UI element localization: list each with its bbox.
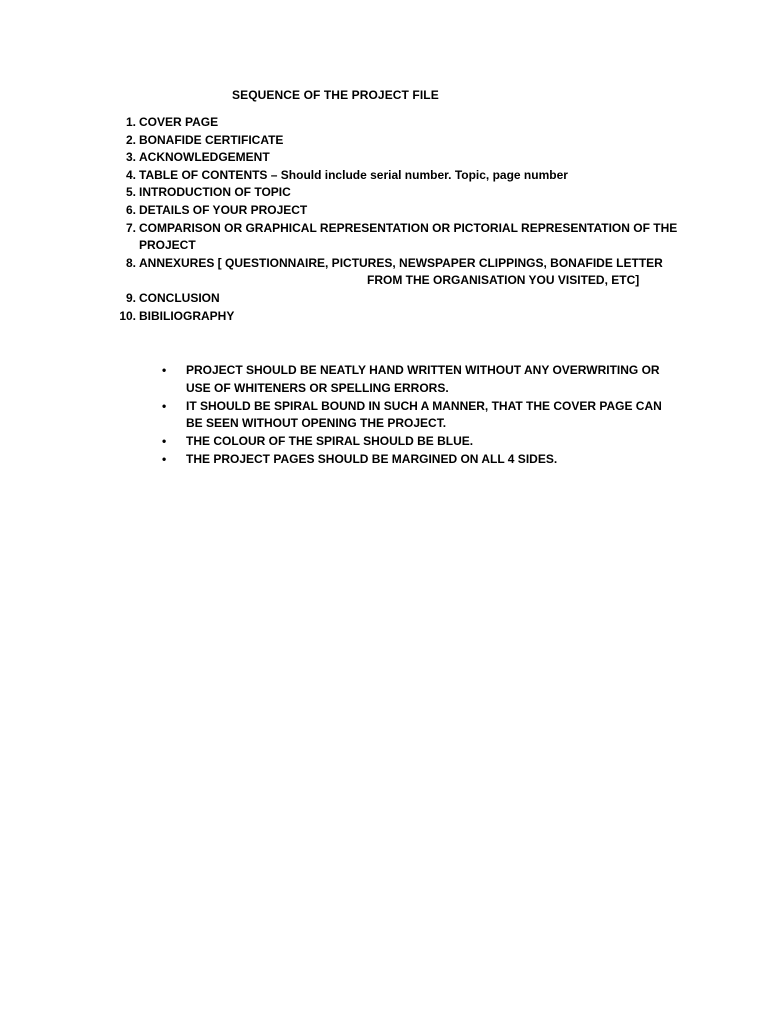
sequence-number: 5. — [125, 185, 136, 200]
sequence-number: 7. — [125, 220, 136, 235]
sequence-text: CONCLUSION — [139, 290, 220, 305]
sequence-text: BONAFIDE CERTIFICATE — [139, 132, 284, 147]
sequence-number: 4. — [125, 167, 136, 182]
bullet-icon: • — [162, 363, 167, 377]
sequence-text: TABLE OF CONTENTS – Should include serial number. Topic, page number — [139, 167, 568, 182]
sequence-text: ANNEXURES [ QUESTIONNAIRE, PICTURES, NEWSPAPER CLIPPINGS, BONAFIDE LETTER — [139, 255, 663, 270]
instruction-item — [160, 362, 680, 398]
sequence-number: 8. — [125, 255, 136, 270]
sequence-number: 9. — [125, 290, 136, 305]
bullet-icon: • — [162, 451, 167, 466]
sequence-item-table-of-contents — [110, 167, 690, 185]
sequence-item-comparison — [110, 220, 690, 255]
instruction-text: THE PROJECT PAGES SHOULD BE MARGINED ON ALL 4 SIDES. — [186, 451, 558, 466]
sequence-item-introduction — [110, 184, 690, 202]
sequence-item-details — [110, 202, 690, 220]
sequence-text: ACKNOWLEDGEMENT — [139, 150, 270, 165]
sequence-item-acknowledgement — [110, 149, 690, 167]
sequence-item-conclusion — [110, 290, 690, 308]
sequence-number: 6. — [125, 202, 136, 217]
instruction-item — [160, 451, 680, 469]
sequence-number: 3. — [125, 150, 136, 165]
sequence-number: 2. — [125, 132, 136, 147]
bullet-icon: • — [162, 398, 167, 413]
sequence-item-bonafide-certificate — [110, 132, 690, 150]
instruction-text: THE COLOUR OF THE SPIRAL SHOULD BE BLUE. — [186, 434, 474, 449]
document-title: SEQUENCE OF THE PROJECT FILE — [232, 88, 439, 102]
sequence-text: COMPARISON OR GRAPHICAL REPRESENTATION OR PICTORIAL REPRESENTATION OF THE PROJECT — [139, 220, 678, 253]
instruction-text: IT SHOULD BE SPIRAL BOUND IN SUCH A MANNER, THAT THE COVER PAGE CAN BE SEEN WITHOUT OPENING THE PROJECT. — [186, 398, 662, 431]
sequence-text: INTRODUCTION OF TOPIC — [139, 185, 291, 200]
sequence-continuation: FROM THE ORGANISATION YOU VISITED, ETC] — [367, 273, 640, 288]
sequence-item-cover-page — [110, 114, 690, 132]
sequence-number: 1. — [125, 115, 136, 129]
instruction-item — [160, 433, 680, 451]
sequence-item-annexures — [110, 255, 690, 290]
sequence-text: COVER PAGE — [139, 115, 219, 129]
instruction-text: PROJECT SHOULD BE NEATLY HAND WRITTEN WITHOUT ANY OVERWRITING OR USE OF WHITENERS OR SPELLING ERRORS. — [186, 363, 660, 395]
bullet-icon: • — [162, 434, 167, 449]
sequence-item-bibliography — [110, 308, 690, 326]
sequence-number: 10. — [119, 308, 136, 323]
sequence-list — [110, 114, 690, 325]
instruction-item — [160, 398, 680, 434]
sequence-text: DETAILS OF YOUR PROJECT — [139, 202, 308, 217]
sequence-text: BIBILIOGRAPHY — [139, 308, 235, 323]
instructions-list — [160, 362, 680, 469]
